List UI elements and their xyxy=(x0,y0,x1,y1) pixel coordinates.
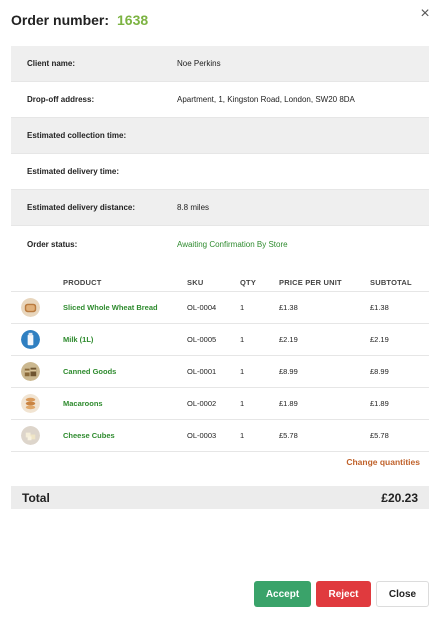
product-sku: OL-0003 xyxy=(187,431,217,440)
total-label: Total xyxy=(22,490,50,505)
info-key: Estimated delivery distance: xyxy=(27,203,136,212)
reject-button[interactable]: Reject xyxy=(316,581,371,607)
column-header-product: PRODUCT xyxy=(63,278,102,287)
table-row xyxy=(11,324,429,356)
info-value: Apartment, 1, Kingston Road, London, SW20 8DA xyxy=(177,95,355,104)
modal-footer xyxy=(254,581,429,607)
macaroons-icon xyxy=(21,394,40,413)
info-key: Drop-off address: xyxy=(27,95,95,104)
product-price: £5.78 xyxy=(279,431,298,440)
order-info-table xyxy=(11,46,429,262)
product-name: Sliced Whole Wheat Bread xyxy=(63,303,158,312)
product-qty: 1 xyxy=(240,303,245,312)
product-name: Macaroons xyxy=(63,399,103,408)
info-key: Estimated collection time: xyxy=(27,131,127,140)
product-sku: OL-0002 xyxy=(187,399,217,408)
table-row xyxy=(11,388,429,420)
info-row-dropoff-address xyxy=(11,82,429,118)
info-row-delivery-time xyxy=(11,154,429,190)
column-header-price: PRICE PER UNIT xyxy=(279,278,342,287)
product-price: £1.89 xyxy=(279,399,298,408)
status-badge: Awaiting Confirmation By Store xyxy=(177,239,288,249)
info-row-delivery-distance xyxy=(11,190,429,226)
product-price: £2.19 xyxy=(279,335,298,344)
product-sku: OL-0005 xyxy=(187,335,217,344)
product-price: £1.38 xyxy=(279,303,298,312)
product-name: Cheese Cubes xyxy=(63,431,115,440)
order-number-label: Order number: xyxy=(11,12,110,28)
change-quantities-link[interactable]: Change quantities xyxy=(346,457,420,467)
modal-header xyxy=(11,11,148,29)
table-row xyxy=(11,292,429,324)
column-header-qty: QTY xyxy=(240,278,257,287)
order-items-table xyxy=(11,274,429,452)
order-number-value: 1638 xyxy=(117,12,149,28)
info-row-client-name xyxy=(11,46,429,82)
product-name: Milk (1L) xyxy=(63,335,94,344)
product-name: Canned Goods xyxy=(63,367,117,376)
table-row xyxy=(11,356,429,388)
bread-icon xyxy=(21,298,40,317)
info-key: Order status: xyxy=(27,239,78,249)
info-key: Estimated delivery time: xyxy=(27,167,120,176)
product-qty: 1 xyxy=(240,431,245,440)
product-sku: OL-0001 xyxy=(187,367,217,376)
product-qty: 1 xyxy=(240,367,245,376)
info-row-collection-time xyxy=(11,118,429,154)
product-price: £8.99 xyxy=(279,367,298,376)
product-subtotal: £1.38 xyxy=(370,303,389,312)
column-header-sku: SKU xyxy=(187,278,204,287)
close-button[interactable]: Close xyxy=(376,581,429,607)
product-sku: OL-0004 xyxy=(187,303,217,312)
items-table-header xyxy=(11,274,429,292)
product-subtotal: £5.78 xyxy=(370,431,389,440)
milk-icon xyxy=(21,330,40,349)
cheese-icon xyxy=(21,426,40,445)
product-subtotal: £2.19 xyxy=(370,335,389,344)
table-row xyxy=(11,420,429,452)
product-qty: 1 xyxy=(240,335,245,344)
product-subtotal: £8.99 xyxy=(370,367,389,376)
info-key: Client name: xyxy=(27,59,76,68)
info-value: Noe Perkins xyxy=(177,59,221,68)
close-icon[interactable]: × xyxy=(420,5,430,22)
order-total-bar xyxy=(11,486,429,509)
canned-goods-icon xyxy=(21,362,40,381)
total-value: £20.23 xyxy=(381,490,418,505)
product-qty: 1 xyxy=(240,399,245,408)
product-subtotal: £1.89 xyxy=(370,399,389,408)
info-value: 8.8 miles xyxy=(177,203,210,212)
accept-button[interactable]: Accept xyxy=(254,581,311,607)
info-row-order-status xyxy=(11,226,429,262)
column-header-subtotal: SUBTOTAL xyxy=(370,278,412,287)
